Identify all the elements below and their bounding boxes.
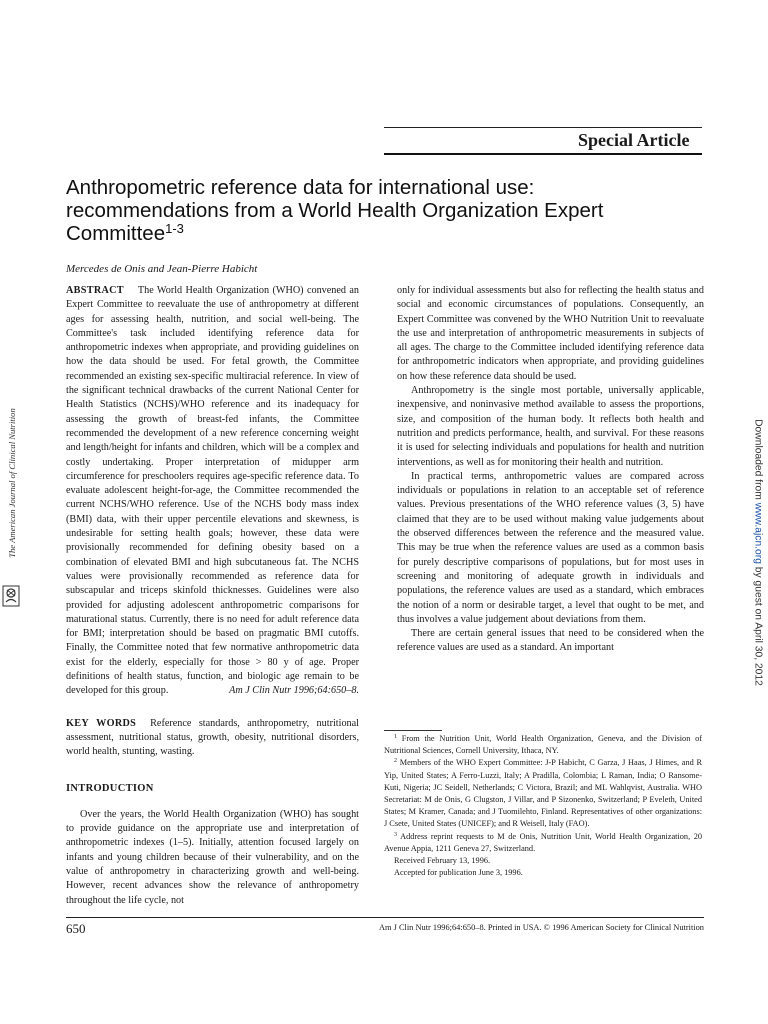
right-paragraph-0: only for individual assessments but also for reflecting the health status and social and economic circumstances of populations. Consequently, an Expert Committee was convened by the WHO Nutrition Unit to reevaluate the use and interpretation of anthropometric measurements in subjects of all ages. The charge to the Committee included identifying reference data for anthropometric indicators when appropriate, and providing guidelines on how these reference data should be used. xyxy=(397,285,704,382)
article-title-text: Anthropometric reference data for international use: recommendations from a World Health Organization Expert Committee xyxy=(66,176,604,245)
right-paragraph-2: In practical terms, anthropometric values are compared across individuals or populations in relation to an acceptable set of reference values. Previous presentations of the WHO reference values (3, 5) have claimed that they are to be used without making value judgements about the observed differences between the reference and the measured value. This may be true when the reference values are used as a common basis for purely descriptive comparisons of populations, but for most uses in screening and monitoring of adequate growth in individuals and populations, the reference values are used as a standard, which embraces the notion of a norm or desirable target, a level that ought to be met, and thus involves a value judgement about deviations from them. xyxy=(397,470,704,625)
abstract-text: The World Health Organization (WHO) convened an Expert Committee to reevaluate the use of anthropometry at different ages for assessing health, nutrition, and social well-being. The Committee's task included identifying reference data for anthropometric indexes when appropriate, and providing guidelines on how the data should be used. For fetal growth, the Committee recommended an existing sex-specific multiracial reference. In view of the significant technical drawbacks of the current National Center for Health Statistics (NCHS)/WHO reference and its inadequacy for assessing the growth of breast-fed infants, the Committee recommended the development of a new reference concerning weight and length/height for infants and children, which will be a complex and costly undertaking. Proper interpretation of midupper arm circumference for preschoolers requires age-specific reference data. To evaluate adolescent height-for-age, the Committee recommended the current NCHS/WHO reference. Use of the NCHS body mass index (BMI) data, with their upper percentile elevations and skewness, is undesirable for setting health goals; however, these data were provisionally recommended for defining obesity based on a combination of elevated BMI and high subcutaneous fat. The NCHS values were provisionally recommended as reference data for subscapular and triceps skinfold thicknesses. Guidelines were also provided for adjusting adolescent anthropometric comparisons for maturational status. Currently, there is no need for adult reference data for BMI; interpretation should be based on pragmatic BMI cutoffs. Finally, the Committee noted that few normative anthropometric data exist for the elderly, especially for those > 80 y of age. Proper definitions of health status, function, and biologic age remain to be developed for this group. xyxy=(66,285,359,697)
article-title xyxy=(66,176,626,245)
download-suffix: by guest on April 30, 2012 xyxy=(752,563,764,686)
title-footnote-marks: 1-3 xyxy=(165,221,184,236)
footer-citation: Am J Clin Nutr 1996;64:650–8. Printed in USA. © 1996 American Society for Clinical Nutrition xyxy=(378,923,704,932)
article-authors: Mercedes de Onis and Jean-Pierre Habicht xyxy=(66,263,258,275)
footnote-rule xyxy=(384,730,442,731)
download-prefix: Downloaded from xyxy=(752,419,764,503)
section-label: Special Article xyxy=(578,130,690,150)
page-number: 650 xyxy=(66,921,86,936)
footnote-2 xyxy=(384,757,702,830)
header-rule-bottom xyxy=(384,153,702,155)
footnote-1-mark: 1 xyxy=(394,734,397,740)
right-paragraph-3: There are certain general issues that need to be considered when the reference values are used as a standard. An important xyxy=(397,628,704,654)
footer-rule xyxy=(66,917,704,918)
footnote-3-text: Address reprint requests to M de Onis, Nutrition Unit, World Health Organization, 20 Avenue Appia, 1211 Geneva 27, Switzerland. xyxy=(384,831,702,853)
footnote-1-text: From the Nutrition Unit, World Health Organization, Geneva, and the Division of Nutritional Sciences, Cornell University, Ithaca, NY. xyxy=(384,734,702,756)
journal-sidebar: The American Journal of Clinical Nutrition xyxy=(7,408,17,558)
header-rule-top xyxy=(384,127,702,128)
accepted-date: Accepted for publication June 3, 1996. xyxy=(394,868,523,878)
keywords-text: Reference standards, anthropometry, nutritional assessment, nutritional status, growth, obesity, nutritional disorders, world health, stunting, wasting. xyxy=(66,717,359,758)
footnote-3 xyxy=(384,831,702,855)
abstract-citation-text: Am J Clin Nutr 1996;64:650–8. xyxy=(229,685,359,697)
footnote-3-mark: 3 xyxy=(394,831,397,838)
abstract-label: ABSTRACT xyxy=(66,285,124,296)
footnote-2-mark: 2 xyxy=(394,758,397,765)
download-link[interactable]: www.ajcn.org xyxy=(752,502,764,564)
received-date: Received February 13, 1996. xyxy=(394,856,491,866)
keywords xyxy=(66,717,359,760)
keywords-label: KEY WORDS xyxy=(66,717,137,729)
right-paragraph-1: Anthropometry is the single most portable, universally applicable, inexpensive, and noninvasive method available to assess the proportions, size, and composition of the human body. It reflects both health and nutrition and predicts performance, health, and survival. For these reasons it is used for selecting individuals and populations for health and nutrition interventions, as well as for monitoring their health and nutrition. xyxy=(397,385,704,468)
abstract-citation xyxy=(229,684,359,698)
journal-logo-icon xyxy=(2,585,20,607)
intro-paragraph-1: Over the years, the World Health Organization (WHO) has sought to provide guidance on the appropriate use and interpretation of anthropometric indexes (1–5). Initially, attention focused largely on infants and young children because of their vulnerability, and on the value of anthropometry in characterizing growth and well-being. However, recent advances show the relevance of anthropometry throughout the life cycle, not xyxy=(66,808,359,906)
right-column xyxy=(397,284,704,656)
intro-heading: INTRODUCTION xyxy=(66,782,154,794)
download-sidebar xyxy=(753,403,764,703)
footnote-2-text: Members of the WHO Expert Committee: J-P Habicht, C Garza, J Haas, J Himes, and R Yip, United States; A Ferro-Luzzi, Italy; A Pradilla, Colombia; L Raman, India; O Ransome-Kuti, Nigeria; JC Seidell, Netherlands; C Victora, Brazil; and ML Wahlqvist, Australia. WHO Secretariat: M de Onis, G Clugston, J Villar, and P Sizonenko, Switzerland; P Eveleth, United States; M Kramer, Canada; and J Tuomilehto, Finland. Representatives of other organizations: J Csete, United States (UNICEF); and R Weisell, Italy (FAO). xyxy=(384,758,702,829)
abstract xyxy=(66,284,359,699)
footnotes xyxy=(384,733,702,879)
footnote-1 xyxy=(384,733,702,757)
left-column xyxy=(66,284,359,908)
